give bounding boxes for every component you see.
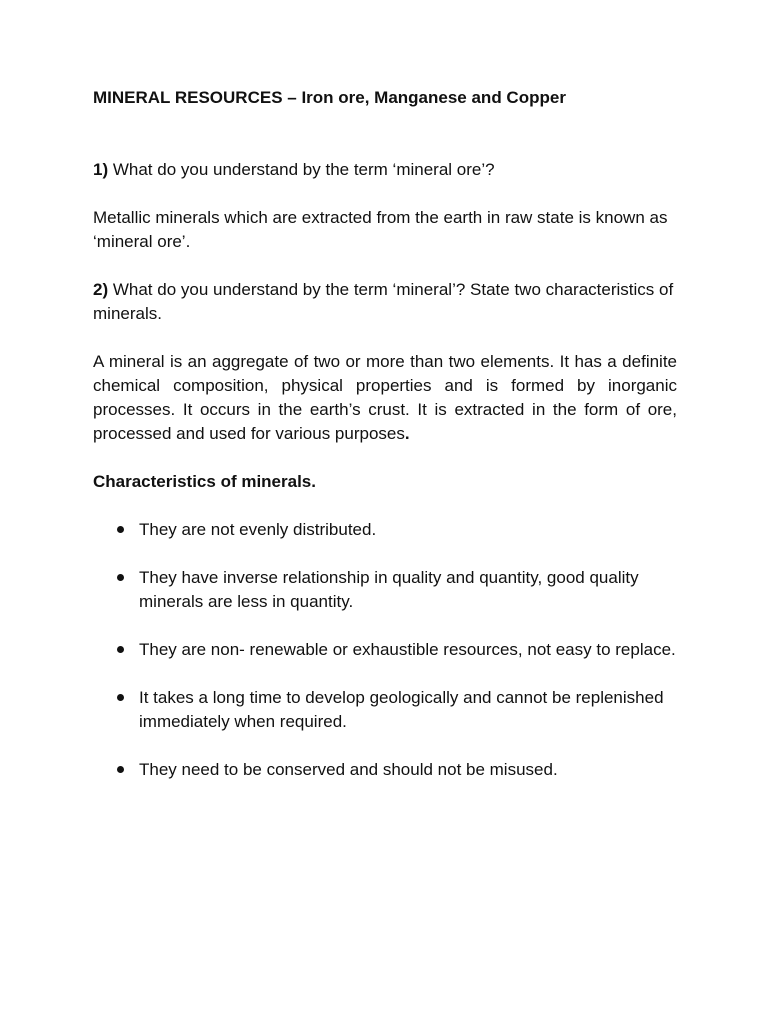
list-item-text: They are not evenly distributed. [139, 520, 377, 539]
question-1-text: What do you understand by the term ‘mineral ore’? [108, 160, 495, 179]
characteristics-heading: Characteristics of minerals. [93, 472, 316, 491]
list-item-text: It takes a long time to develop geologically and cannot be replenished immediately when required. [139, 688, 664, 731]
document-page [93, 86, 677, 806]
question-2-text: What do you understand by the term ‘mineral’? State two characteristics of minerals. [93, 280, 674, 323]
list-item-text: They are non- renewable or exhaustible resources, not easy to replace. [139, 640, 676, 659]
characteristics-list [93, 518, 677, 782]
question-2-number: 2) [93, 280, 109, 299]
bullet-icon [117, 526, 124, 533]
question-2 [93, 278, 677, 326]
answer-2-text: A mineral is an aggregate of two or more than two elements. It has a definite chemical composition, physical properties and is formed by inorganic processes. It occurs in the earth’s crust. It is extracted in the form of ore, processed and used for various purposes [93, 352, 677, 443]
list-item [93, 518, 677, 542]
question-1-number: 1) [93, 160, 109, 179]
bullet-icon [117, 766, 124, 773]
question-1 [93, 158, 677, 182]
list-item-text: They have inverse relationship in quality and quantity, good quality minerals are less in quantity. [139, 568, 639, 611]
list-item [93, 758, 677, 782]
answer-2 [93, 350, 677, 446]
list-item [93, 686, 677, 734]
list-item [93, 566, 677, 614]
bullet-icon [117, 694, 124, 701]
bullet-icon [117, 646, 124, 653]
list-item [93, 638, 677, 662]
bullet-icon [117, 574, 124, 581]
answer-1: Metallic minerals which are extracted from the earth in raw state is known as ‘mineral ore’. [93, 208, 668, 251]
document-title: MINERAL RESOURCES – Iron ore, Manganese and Copper [93, 88, 566, 107]
answer-2-end: . [404, 424, 410, 443]
list-item-text: They need to be conserved and should not be misused. [139, 760, 558, 779]
